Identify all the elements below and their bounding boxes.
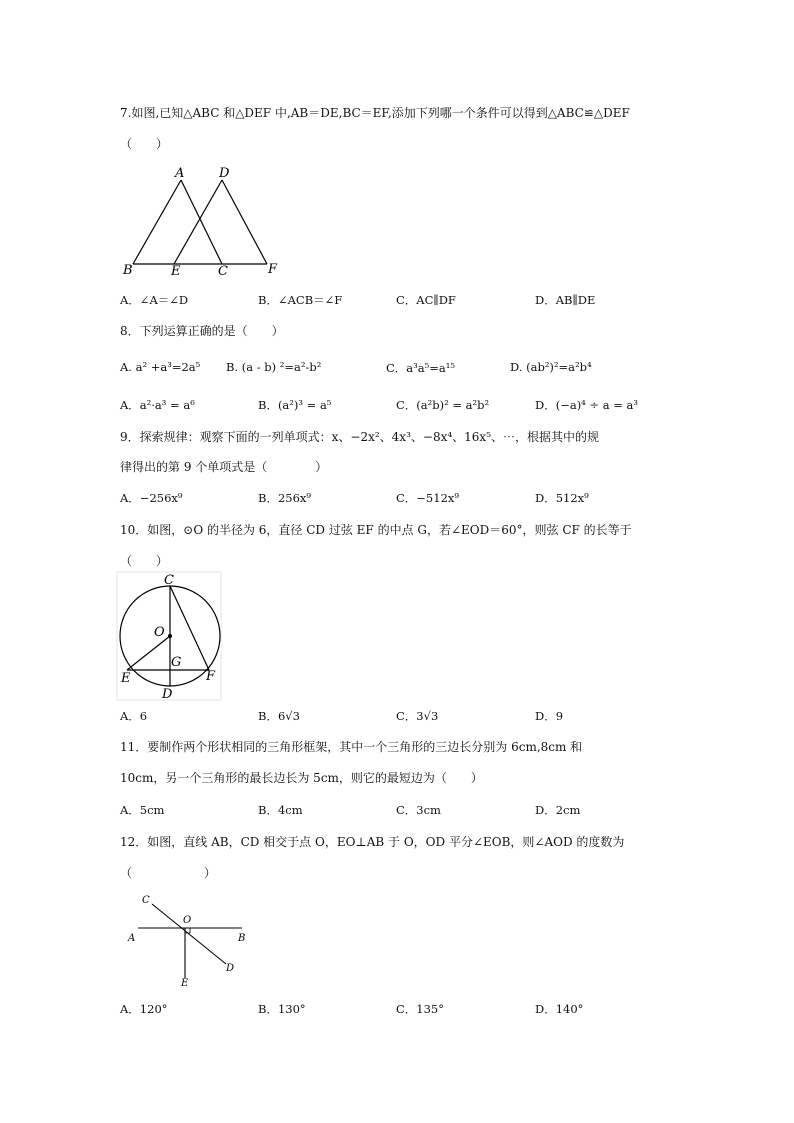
q12-stem: 12．如图，直线 AB，CD 相交于点 O，EO⊥AB 于 O，OD 平分∠EOB，则∠AOD 的度数为 [120, 835, 625, 849]
q7-option-c[interactable]: C．AC∥DF [396, 293, 456, 307]
q9-option-d[interactable]: D．512x⁹ [535, 491, 589, 505]
q7-option-a[interactable]: A．∠A＝∠D [120, 293, 189, 307]
q9-option-b[interactable]: B．256x⁹ [258, 491, 311, 505]
q12-option-d[interactable]: D．140° [535, 1002, 584, 1016]
segment-eo [127, 636, 170, 670]
q8-option-b-alt[interactable]: B．(a²)³ = a⁵ [258, 398, 332, 412]
q8-option-b[interactable]: B. (a - b) ²=a²-b² [226, 360, 322, 374]
q8-stem: 8．下列运算正确的是（ ） [120, 324, 284, 338]
q8-option-c-alt[interactable]: C．(a²b)² = a²b² [396, 398, 490, 412]
q12-option-b[interactable]: B．130° [258, 1002, 306, 1016]
q10-option-b[interactable]: B．6√3 [258, 709, 300, 723]
center-point [168, 634, 172, 638]
q9-stem-continued: 律得出的第 9 个单项式是（ ） [120, 460, 328, 474]
label-o: O [183, 915, 192, 926]
label-c: C [218, 264, 228, 279]
label-c: C [164, 573, 174, 588]
q11-option-c[interactable]: C．3cm [396, 803, 441, 817]
label-o: O [154, 625, 165, 640]
q10-option-c[interactable]: C．3√3 [396, 709, 439, 723]
q12-option-c[interactable]: C．135° [396, 1002, 444, 1016]
q11-stem: 11．要制作两个形状相同的三角形框架，其中一个三角形的三边长分别为 6cm,8cm 和 [120, 740, 583, 754]
label-e: E [171, 264, 181, 279]
label-f: F [206, 669, 216, 684]
label-a: A [128, 933, 136, 944]
q9-option-a[interactable]: A．−256x⁹ [120, 491, 183, 505]
q8-option-d-alt[interactable]: D．(−a)⁴ ÷ a = a³ [535, 398, 639, 412]
q10-stem: 10．如图，⊙O 的半径为 6，直径 CD 过弦 EF 的中点 G，若∠EOD＝60°，则弦 CF 的长等于 [120, 523, 632, 537]
q12-lines-figure [120, 888, 255, 993]
q11-option-b[interactable]: B．4cm [258, 803, 303, 817]
q7-answer-blank: （ ） [120, 137, 169, 151]
q12-option-a[interactable]: A．120° [120, 1002, 168, 1016]
label-b: B [238, 933, 246, 944]
label-d: D [226, 963, 235, 974]
label-b: B [123, 263, 133, 278]
q12-answer-blank: （ ） [120, 866, 217, 880]
q10-answer-blank: （ ） [120, 554, 169, 568]
q7-option-b[interactable]: B．∠ACB＝∠F [258, 293, 343, 307]
q11-stem-continued: 10cm，另一个三角形的最长边长为 5cm，则它的最短边为（ ） [120, 771, 483, 785]
segment-ac [181, 180, 222, 264]
label-a: A [175, 166, 185, 181]
label-f: F [268, 262, 278, 277]
label-c: C [142, 895, 150, 906]
q11-option-a[interactable]: A．5cm [120, 803, 165, 817]
segment-ed [174, 180, 222, 264]
q9-stem: 9．探索规律：观察下面的一列单项式：x、−2x²、4x³、−8x⁴、16x⁵、⋯，根据其中的规 [120, 430, 600, 444]
q9-option-c[interactable]: C．−512x⁹ [396, 491, 459, 505]
q10-option-d[interactable]: D．9 [535, 709, 564, 723]
q8-option-c[interactable]: C．a³a⁵=a¹⁵ [386, 361, 455, 375]
line-cd [152, 904, 226, 964]
label-g: G [171, 655, 182, 670]
segment-ba [133, 180, 181, 264]
label-d: D [219, 166, 230, 181]
segment-df [222, 180, 267, 264]
q8-option-a[interactable]: A. a² +a³=2a⁵ [120, 360, 201, 374]
q10-option-a[interactable]: A．6 [120, 709, 148, 723]
q10-circle-figure [115, 570, 225, 705]
q8-option-d[interactable]: D. (ab²)²=a²b⁴ [510, 360, 592, 374]
q8-option-a-alt[interactable]: A．a²·a³ = a⁶ [120, 398, 195, 412]
q7-triangles-figure [115, 160, 295, 280]
label-e: E [121, 671, 131, 686]
q7-option-d[interactable]: D．AB∥DE [535, 293, 596, 307]
q7-stem: 7.如图,已知△ABC 和△DEF 中,AB＝DE,BC＝EF,添加下列哪一个条件可以得到△ABC≌△DEF [120, 106, 630, 120]
label-d: D [162, 687, 173, 702]
q11-option-d[interactable]: D．2cm [535, 803, 581, 817]
label-e: E [181, 978, 189, 989]
